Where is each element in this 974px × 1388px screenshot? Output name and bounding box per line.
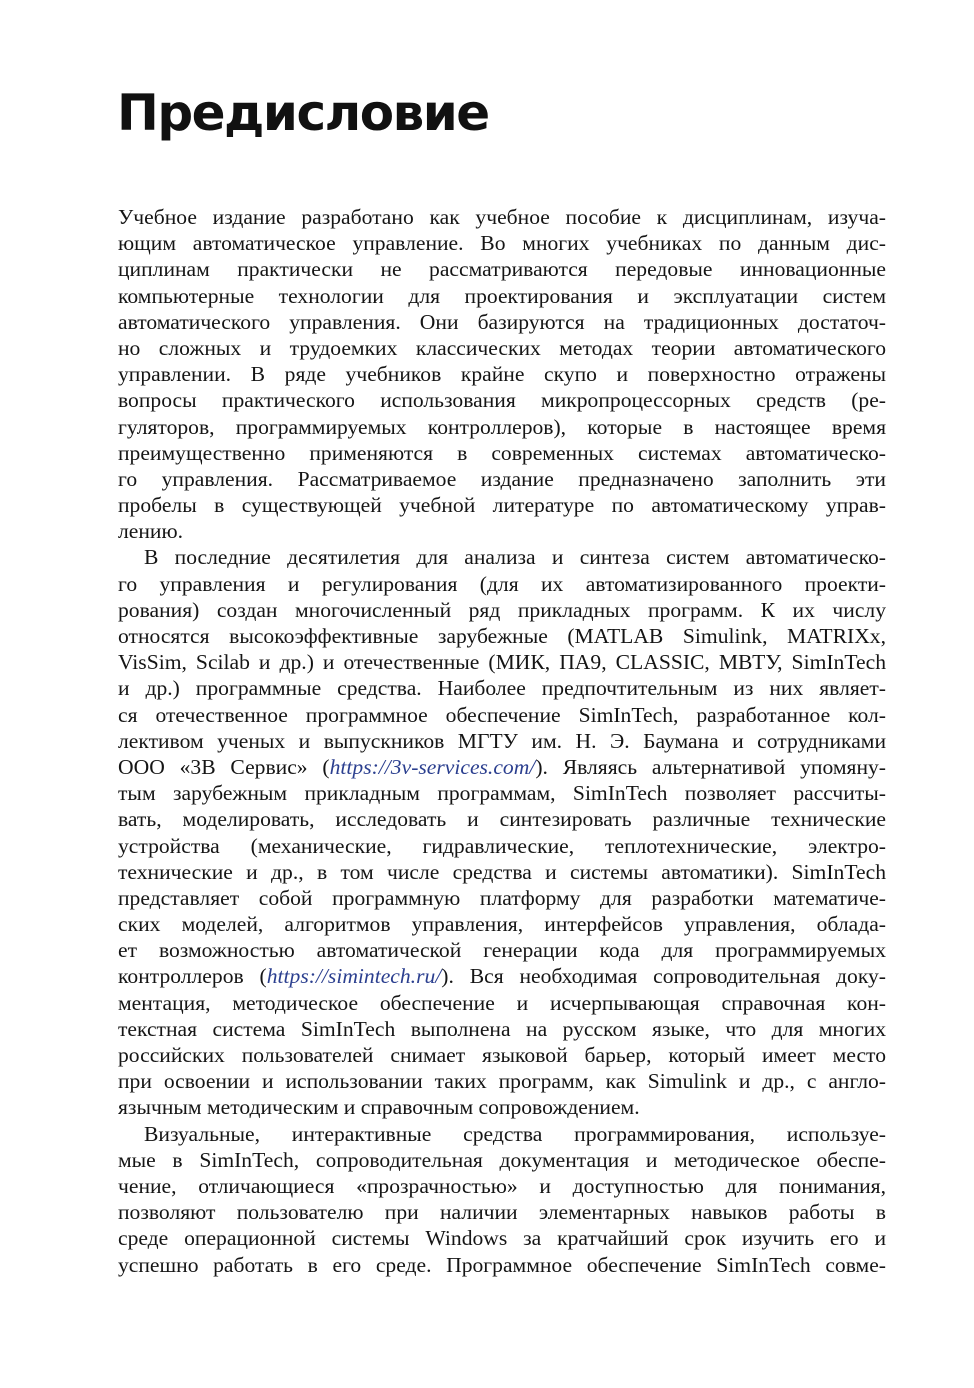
text-line: ментация, методическое обеспечение и исчерпывающая справочная кон- [118,990,886,1015]
text-line: чение, отличающиеся «прозрачностью» и доступностью для понимания, [118,1173,886,1198]
page-title: Предисловие [117,84,489,142]
text-fragment: ). Являясь альтернативой упомяну- [535,754,886,779]
text-line: российских пользователей снимает языковой барьер, который имеет место [118,1043,886,1067]
text-line: среде операционной системы Windows за кратчайший срок изучить его и [118,1226,886,1251]
text-line: вать, моделировать, исследовать и синтезировать различные технические [118,807,886,832]
text-line: Учебное издание разработано как учебное пособие к дисциплинам, изуча- [118,205,886,229]
text-line: го управления. Рассматриваемое издание предназначено заполнить эти [118,466,886,491]
text-line: ся отечественное программное обеспечение SimInTech, разработанное кол- [118,702,886,727]
text-line: но сложных и трудоемких классических методах теории автоматического [118,335,886,360]
text-line: пробелы в существующей учебной литературе по автоматическому управ- [118,493,886,518]
link-3v-services[interactable]: https://3v-services.com/ [329,754,536,779]
text-line: тым зарубежным прикладным программам, SimInTech позволяет рассчиты- [118,781,886,806]
text-line: технические и др., в том числе средства и системы автоматики). SimInTech [118,859,886,884]
text-line: рования) создан многочисленный ряд прикладных программ. К их числу [118,597,886,622]
text-line: лективом ученых и выпускников МГТУ им. Н. Э. Баумана и сотрудниками [118,728,886,753]
text-line: автоматического управления. Они базируются на традиционных достаточ- [118,309,886,334]
link-simintech[interactable]: https://simintech.ru/ [266,964,442,989]
text-line: представляет собой программную платформу для разработки математиче- [118,885,886,910]
text-line: компьютерные технологии для проектирования и эксплуатации систем [118,283,886,308]
paragraph-3 [118,1121,886,1278]
text-line: позволяют пользователю при наличии элементарных навыков работы в [118,1200,886,1225]
text-line: Визуальные, интерактивные средства программирования, используе- [144,1121,886,1146]
text-line: В последние десятилетия для анализа и синтеза систем автоматическо- [144,545,886,570]
text-fragment: ). Вся необходимая сопроводительная доку- [441,964,886,989]
text-line: язычным методическим и справочным сопровождением. [118,1095,640,1120]
paragraph-1 [118,204,886,544]
text-line: успешно работать в его среде. Программное обеспечение SimInTech совме- [118,1252,886,1277]
text-line: относятся высокоэффективные зарубежные (MATLAB Simulink, MATRIXx, [118,624,886,648]
paragraph-2 [118,544,886,1120]
text-line: вопросы практического использования микропроцессорных средств (ре- [118,388,886,413]
text-line: го управления и регулирования (для их автоматизированного проекти- [118,571,886,596]
text-line: преимущественно применяются в современных системах автоматическо- [118,440,886,465]
text-line: ет возможностью автоматической генерации кода для программируемых [118,938,886,963]
text-line: VisSim, Scilab и др.) и отечественные (МИК, ПА9, CLASSIC, МВТУ, SimInTech [118,650,886,675]
text-line: ющим автоматическое управление. Во многих учебниках по данным дис- [118,231,886,256]
text-line: ских моделей, алгоритмов управления, интерфейсов управления, облада- [118,912,886,937]
text-line-with-link [118,754,886,780]
text-line: и др.) программные средства. Наиболее предпочтительным из них являет- [118,676,886,701]
text-line: мые в SimInTech, сопроводительная документация и методическое обеспе- [118,1147,886,1172]
text-line: управлении. В ряде учебников крайне скупо и поверхностно отражены [118,362,886,387]
text-line: циплинам практически не рассматриваются передовые инновационные [118,257,886,282]
text-line: текстная система SimInTech выполнена на русском языке, что для многих [118,1016,886,1041]
text-line-with-link [118,963,886,989]
text-line: устройства (механические, гидравлические, теплотехнические, электро- [118,833,886,858]
text-line: лению. [118,519,184,544]
text-line: гуляторов, программируемых контроллеров), которые в настоящее время [118,414,886,439]
text-fragment: ООО «3В Сервис» ( [118,754,330,779]
text-line: при освоении и использовании таких программ, как Simulink и др., с англо- [118,1069,886,1094]
body-text [118,204,886,1278]
text-fragment: контроллеров ( [118,964,267,989]
